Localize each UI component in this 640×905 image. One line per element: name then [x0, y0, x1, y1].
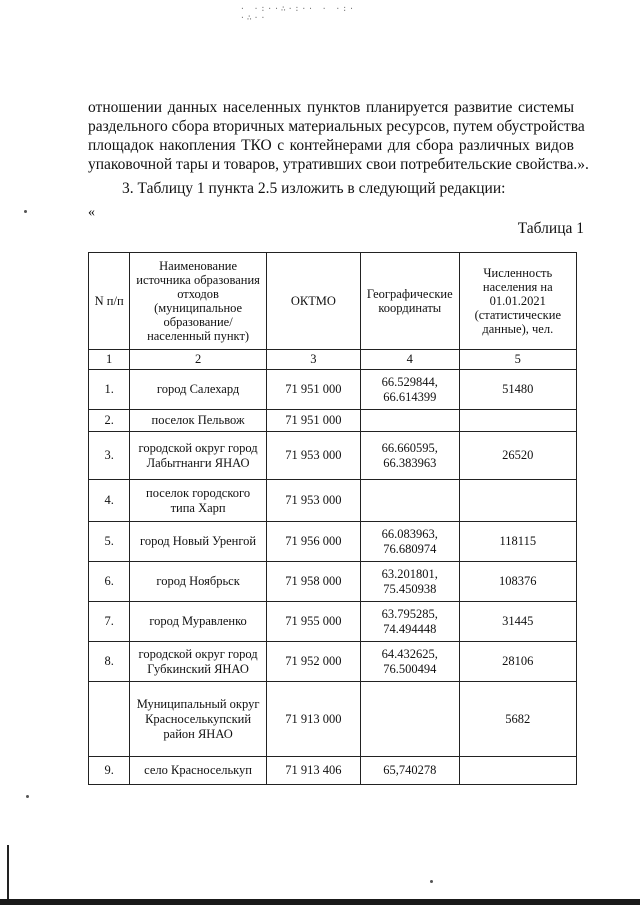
row-population [459, 410, 576, 432]
row-source-name: городской округ город Губкинский ЯНАО [130, 642, 266, 682]
row-oktmo: 71 958 000 [266, 562, 360, 602]
row-source-name: поселок городского типа Харп [130, 480, 266, 522]
opening-quote: « [88, 205, 95, 220]
row-number: 1. [89, 370, 130, 410]
row-oktmo: 71 913 000 [266, 682, 360, 757]
row-population: 26520 [459, 432, 576, 480]
scan-artifact [240, 4, 380, 14]
row-number: 7. [89, 602, 130, 642]
scan-speck [430, 880, 433, 883]
row-oktmo: 71 956 000 [266, 522, 360, 562]
row-source-name: город Салехард [130, 370, 266, 410]
row-population: 108376 [459, 562, 576, 602]
row-population [459, 757, 576, 785]
header-number: N п/п [89, 253, 130, 350]
row-number: 6. [89, 562, 130, 602]
row-population: 51480 [459, 370, 576, 410]
table-row [89, 370, 577, 410]
row-population [459, 480, 576, 522]
table-row [89, 522, 577, 562]
intro-line: площадок накопления ТКО с контейнерами для сбора различных видов [88, 137, 574, 154]
scan-edge-line [7, 845, 9, 905]
scan-bottom-edge [0, 899, 640, 905]
header-source: Наименование источника образования отходов (муниципальное образование/населенный пункт) [130, 253, 266, 350]
intro-paragraph [88, 98, 589, 174]
table-row [89, 432, 577, 480]
scan-speck [24, 210, 27, 213]
table-row [89, 410, 577, 432]
row-oktmo: 71 913 406 [266, 757, 360, 785]
row-oktmo: 71 952 000 [266, 642, 360, 682]
col-number: 4 [360, 350, 459, 370]
row-source-name: город Новый Уренгой [130, 522, 266, 562]
col-number: 5 [459, 350, 576, 370]
row-coordinates: 66.083963, 76.680974 [360, 522, 459, 562]
col-number: 1 [89, 350, 130, 370]
intro-line: раздельного сбора вторичных материальных ресурсов, путем обустройства [88, 118, 585, 135]
row-number: 3. [89, 432, 130, 480]
row-coordinates [360, 480, 459, 522]
row-oktmo: 71 955 000 [266, 602, 360, 642]
table-row [89, 480, 577, 522]
table-row [89, 602, 577, 642]
row-coordinates: 63.201801, 75.450938 [360, 562, 459, 602]
table-header-row [89, 253, 577, 350]
row-number: 9. [89, 757, 130, 785]
row-coordinates: 66.660595, 66.383963 [360, 432, 459, 480]
row-number [89, 682, 130, 757]
row-oktmo: 71 951 000 [266, 410, 360, 432]
row-population: 5682 [459, 682, 576, 757]
row-source-name: городской округ город Лабытнанги ЯНАО [130, 432, 266, 480]
waste-sources-table [88, 252, 577, 785]
header-population: Численность населения на 01.01.2021 (статистические данные), чел. [459, 253, 576, 350]
row-coordinates: 64.432625, 76.500494 [360, 642, 459, 682]
row-number: 4. [89, 480, 130, 522]
row-source-name: Муниципальный округ Красноселькупский район ЯНАО [130, 682, 266, 757]
table-row [89, 642, 577, 682]
row-source-name: город Муравленко [130, 602, 266, 642]
row-coordinates [360, 410, 459, 432]
row-oktmo: 71 953 000 [266, 432, 360, 480]
row-source-name: поселок Пельвож [130, 410, 266, 432]
row-population: 118115 [459, 522, 576, 562]
row-source-name: село Красноселькуп [130, 757, 266, 785]
row-coordinates [360, 682, 459, 757]
row-number: 2. [89, 410, 130, 432]
table-row [89, 562, 577, 602]
row-population: 28106 [459, 642, 576, 682]
row-oktmo: 71 951 000 [266, 370, 360, 410]
table-row [89, 757, 577, 785]
col-number: 2 [130, 350, 266, 370]
header-oktmo: ОКТМО [266, 253, 360, 350]
row-oktmo: 71 953 000 [266, 480, 360, 522]
row-coordinates: 65,740278 [360, 757, 459, 785]
row-source-name: город Ноябрьск [130, 562, 266, 602]
col-number: 3 [266, 350, 360, 370]
row-number: 5. [89, 522, 130, 562]
row-number: 8. [89, 642, 130, 682]
row-coordinates: 63.795285, 74.494448 [360, 602, 459, 642]
row-population: 31445 [459, 602, 576, 642]
column-number-row [89, 350, 577, 370]
table-caption: Таблица 1 [517, 220, 584, 237]
scan-speck [26, 795, 29, 798]
item-3-text: 3. Таблицу 1 пункта 2.5 изложить в следующий редакции: [122, 180, 506, 197]
row-coordinates: 66.529844, 66.614399 [360, 370, 459, 410]
intro-line: упаковочной тары и товаров, утративших свои потребительские свойства.». [88, 156, 589, 173]
intro-line: отношении данных населенных пунктов планируется развитие системы [88, 99, 574, 116]
header-coordinates: Географические координаты [360, 253, 459, 350]
table-row [89, 682, 577, 757]
